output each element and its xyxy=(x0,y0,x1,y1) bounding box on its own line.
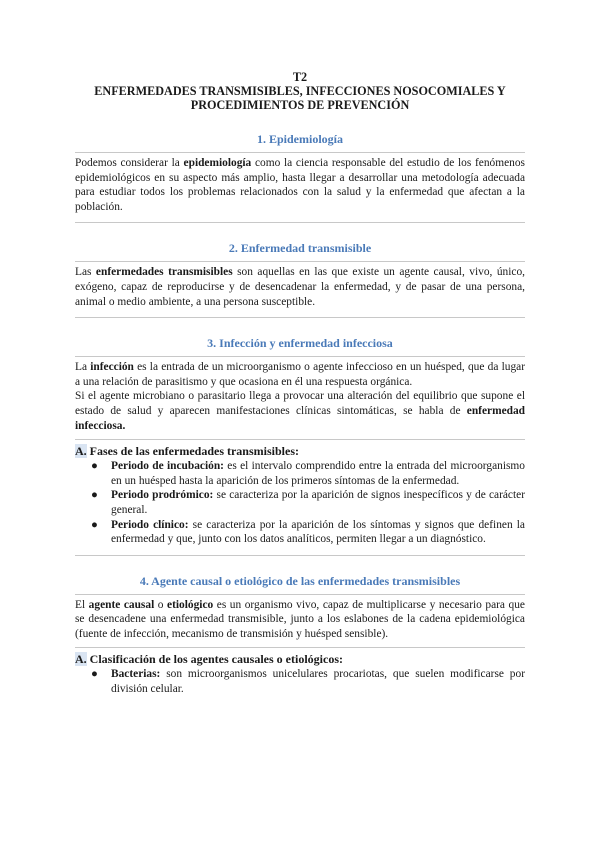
list-item: ● Periodo de incubación: es el intervalo comprendido entre la entrada del microorganismo en un huésped hasta la aparición de los primeros síntomas de la enfermedad. xyxy=(91,460,525,487)
section-2-heading: 2. Enfermedad transmisible xyxy=(228,241,372,256)
section-1-heading: 1. Epidemiología xyxy=(256,132,343,146)
term-enfermedad-infecciosa: enfermedad infecciosa. xyxy=(75,404,525,432)
subsection-letter: A. xyxy=(75,652,87,667)
term-agente-causal: agente causal xyxy=(88,598,155,611)
bullet-icon: ● xyxy=(91,668,98,681)
term-etiologico: etiológico xyxy=(167,598,214,611)
list-item: ● Periodo clínico: se caracteriza por la aparición de los síntomas y signos que definen la enfermedad y que, junto con los datos analíticos, permiten llegar a un diagnóstico. xyxy=(91,518,525,546)
section-3-heading: 3. Infección y enfermedad infecciosa xyxy=(207,336,393,351)
list-item: ● Periodo prodrómico: se caracteriza por la aparición de signos inespecíficos y de carácter general. xyxy=(91,489,525,516)
section-4-paragraph: El agente causal o etiológico es un organismo vivo, capaz de multiplicarse y necesario para que se desencadene una enfermedad transmisible, junto a los eslabones de la cadena epidemiológica (fuente de infección, mecanismo de transmisión y huésped sensible). xyxy=(75,598,525,640)
subsection-clasificacion-heading: A. Clasificación de los agentes causales o etiológicos: xyxy=(75,652,343,667)
bullet-icon: ● xyxy=(91,489,98,502)
bullet-icon: ● xyxy=(91,518,98,531)
section-3-paragraph-2: Si el agente microbiano o parasitario llega a provocar una alteración del equilibrio que supone el estado de salud y aparecen manifestaciones clínicas sintomáticas, se habla de enfermedad infecciosa. xyxy=(75,390,525,432)
clasificacion-list xyxy=(75,667,525,696)
section-2-paragraph: Las enfermedades transmisibles son aquellas en las que existe un agente causal, vivo, único, exógeno, capaz de reproducirse y de desencadenar la enfermedad, y de pasar de una persona, animal o medio ambiente, a una persona susceptible. xyxy=(75,266,526,308)
document-page xyxy=(75,70,525,697)
subsection-letter: A. xyxy=(75,444,87,459)
list-item: ● Bacterias: son microorganismos unicelulares procariotas, que suelen modificarse por división celular. xyxy=(91,668,525,696)
document-title-block xyxy=(75,70,525,112)
topic-code: T2 xyxy=(292,70,308,84)
term-infeccion: infección xyxy=(90,361,134,374)
subsection-fases-heading: A. Fases de las enfermedades transmisibles: xyxy=(75,444,299,459)
term-enfermedades-transmisibles: enfermedades transmisibles xyxy=(95,266,233,279)
title-line-2: PROCEDIMIENTOS DE PREVENCIÓN xyxy=(190,98,410,112)
section-4-heading: 4. Agente causal o etiológico de las enfermedades transmisibles xyxy=(139,573,461,588)
section-1-paragraph: Podemos considerar la epidemiología como la ciencia responsable del estudio de los fenómenos epidemiológicos en su aspecto más amplio, hasta llegar a desarrollar una metodología adecuada para estudiar todos los problemas relacionados con la salud y la enfermedad que afectan a la población. xyxy=(75,157,525,213)
section-3-paragraph-1: La infección es la entrada de un microorganismo o agente infeccioso en un huésped, que da lugar a una relación de parasitismo y que ocasiona en él una respuesta orgánica. xyxy=(75,361,525,388)
bullet-icon: ● xyxy=(91,460,98,473)
title-line-1: ENFERMEDADES TRANSMISIBLES, INFECCIONES NOSOCOMIALES Y xyxy=(94,84,506,98)
fases-list xyxy=(75,459,525,547)
term-epidemiologia: epidemiología xyxy=(183,157,252,169)
